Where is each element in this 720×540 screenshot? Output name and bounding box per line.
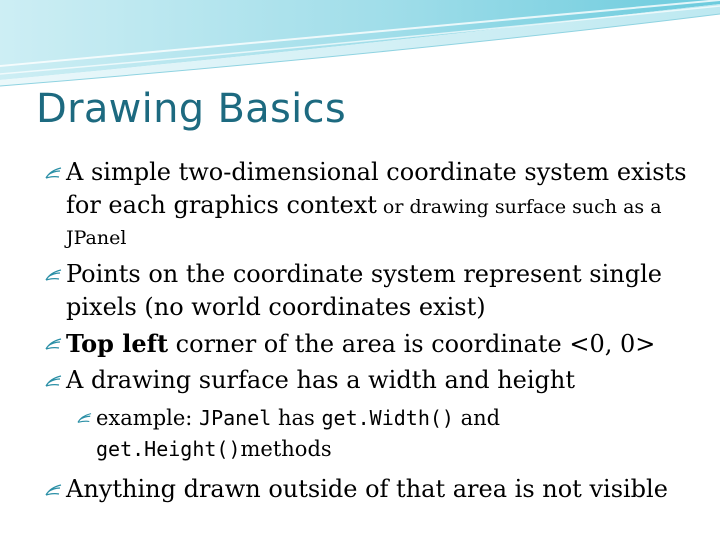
page-curl-icon [44,373,63,389]
bullet-item [44,364,704,397]
code-text: JPanel [199,406,272,430]
bullet-item [44,327,704,361]
bullet-text: A drawing surface has a width and height [66,366,576,394]
bullet-text-part: or drawing surface such as a [376,196,662,218]
page-curl-icon [76,411,93,425]
bullet-item [44,473,704,506]
sub-text-part: and [453,406,501,430]
slide-title: Drawing Basics [36,86,346,132]
sub-text-part: has [271,406,322,430]
bullet-text-part: JPanel [66,227,127,249]
sub-text-part: methods [240,437,332,461]
page-curl-icon [44,336,63,352]
page-curl-icon [44,482,63,498]
bullet-text-part: corner of the area is coordinate <0, 0> [168,330,656,358]
sub-text-part: example: [96,406,200,430]
bullet-bold-text: Top left [66,329,169,358]
bullet-list [44,156,704,506]
bullet-text: Points on the coordinate system represent single pixels (no world coordinates exist) [66,260,662,321]
decorative-banner [0,0,720,90]
page-curl-icon [44,267,63,283]
bullet-text-part: A simple two-dimensional coordinate system exists for each graphics context [66,158,687,219]
bullet-item [44,258,704,324]
bullet-item [44,156,704,252]
code-text: get.Width() [321,406,454,430]
page-curl-icon [44,165,63,181]
code-text: get.Height() [96,437,241,461]
sub-bullet-item [76,403,704,465]
bullet-text: Anything drawn outside of that area is not visible [66,475,668,503]
